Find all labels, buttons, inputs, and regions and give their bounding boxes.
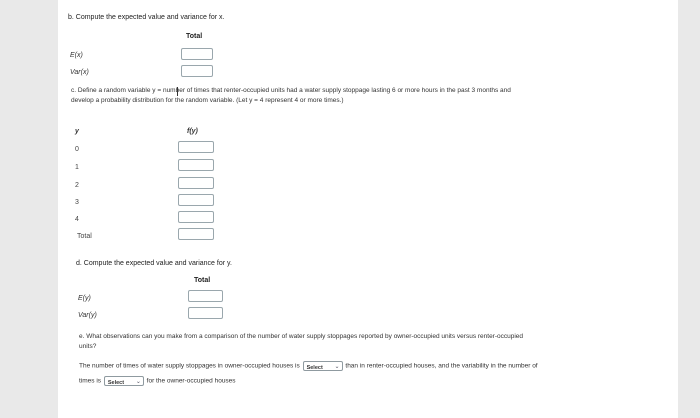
part-b-varx-label: Var(x) xyxy=(70,69,89,76)
part-d-vary-label: Var(y) xyxy=(78,312,97,319)
part-d-ey-label: E(y) xyxy=(78,295,91,302)
part-e-sentence1 xyxy=(79,361,538,372)
comparison-select[interactable] xyxy=(303,361,343,371)
col-fy-header: f(y) xyxy=(187,128,198,135)
variability-select[interactable] xyxy=(104,376,144,386)
fy-input[interactable] xyxy=(178,194,214,206)
fy-total-input[interactable] xyxy=(178,228,214,240)
chevron-down-icon: ⌄ xyxy=(135,379,141,385)
y-total-label: Total xyxy=(77,233,92,240)
y-value: 2 xyxy=(75,182,79,189)
part-c-question-line2: develop a probability distribution for the random variable. (Let y = 4 represent 4 or more times.) xyxy=(71,97,344,104)
sentence2-after: for the owner-occupied houses xyxy=(146,377,236,385)
y-value: 3 xyxy=(75,199,79,206)
part-e-question xyxy=(79,332,674,352)
col-y-header: y xyxy=(75,128,79,135)
fy-input[interactable] xyxy=(178,177,214,189)
y-value: 4 xyxy=(75,216,79,223)
question-page xyxy=(58,0,678,418)
vary-input[interactable] xyxy=(188,307,223,319)
text-cursor xyxy=(177,87,180,96)
part-d-question: d. Compute the expected value and variance for y. xyxy=(76,260,232,267)
part-c-question-line1: c. Define a random variable y = number of times that renter-occupied units had a water supply stoppage lasting 6 or more hours in the past 3 months and xyxy=(71,87,511,94)
sentence2-before: times is xyxy=(79,377,102,385)
part-e-sentence2 xyxy=(79,376,236,387)
sentence1-after: than in renter-occupied houses, and the variability in the number of xyxy=(345,362,538,370)
part-e-question-line1: e. What observations can you make from a comparison of the number of water supply stoppages reported by owner-occupied units versus renter-occupied xyxy=(79,333,524,340)
part-b-ex-label: E(x) xyxy=(70,52,83,59)
part-d-total-header: Total xyxy=(194,277,211,284)
y-value: 0 xyxy=(75,146,79,153)
part-e-question-line2: units? xyxy=(79,343,97,350)
part-b-question: b. Compute the expected value and variance for x. xyxy=(68,14,225,21)
varx-input[interactable] xyxy=(181,65,213,77)
part-c-question xyxy=(71,86,671,106)
variability-select-value: Select xyxy=(107,380,125,386)
y-value: 1 xyxy=(75,164,79,171)
comparison-select-value: Select xyxy=(306,365,323,371)
fy-input[interactable] xyxy=(178,211,214,223)
ex-input[interactable] xyxy=(181,48,213,60)
chevron-down-icon: ⌄ xyxy=(334,364,340,370)
fy-input[interactable] xyxy=(178,141,214,153)
sentence1-before: The number of times of water supply stoppages in owner-occupied houses is xyxy=(79,362,300,370)
fy-input[interactable] xyxy=(178,159,214,171)
ey-input[interactable] xyxy=(188,290,223,302)
part-b-total-header: Total xyxy=(186,33,203,40)
